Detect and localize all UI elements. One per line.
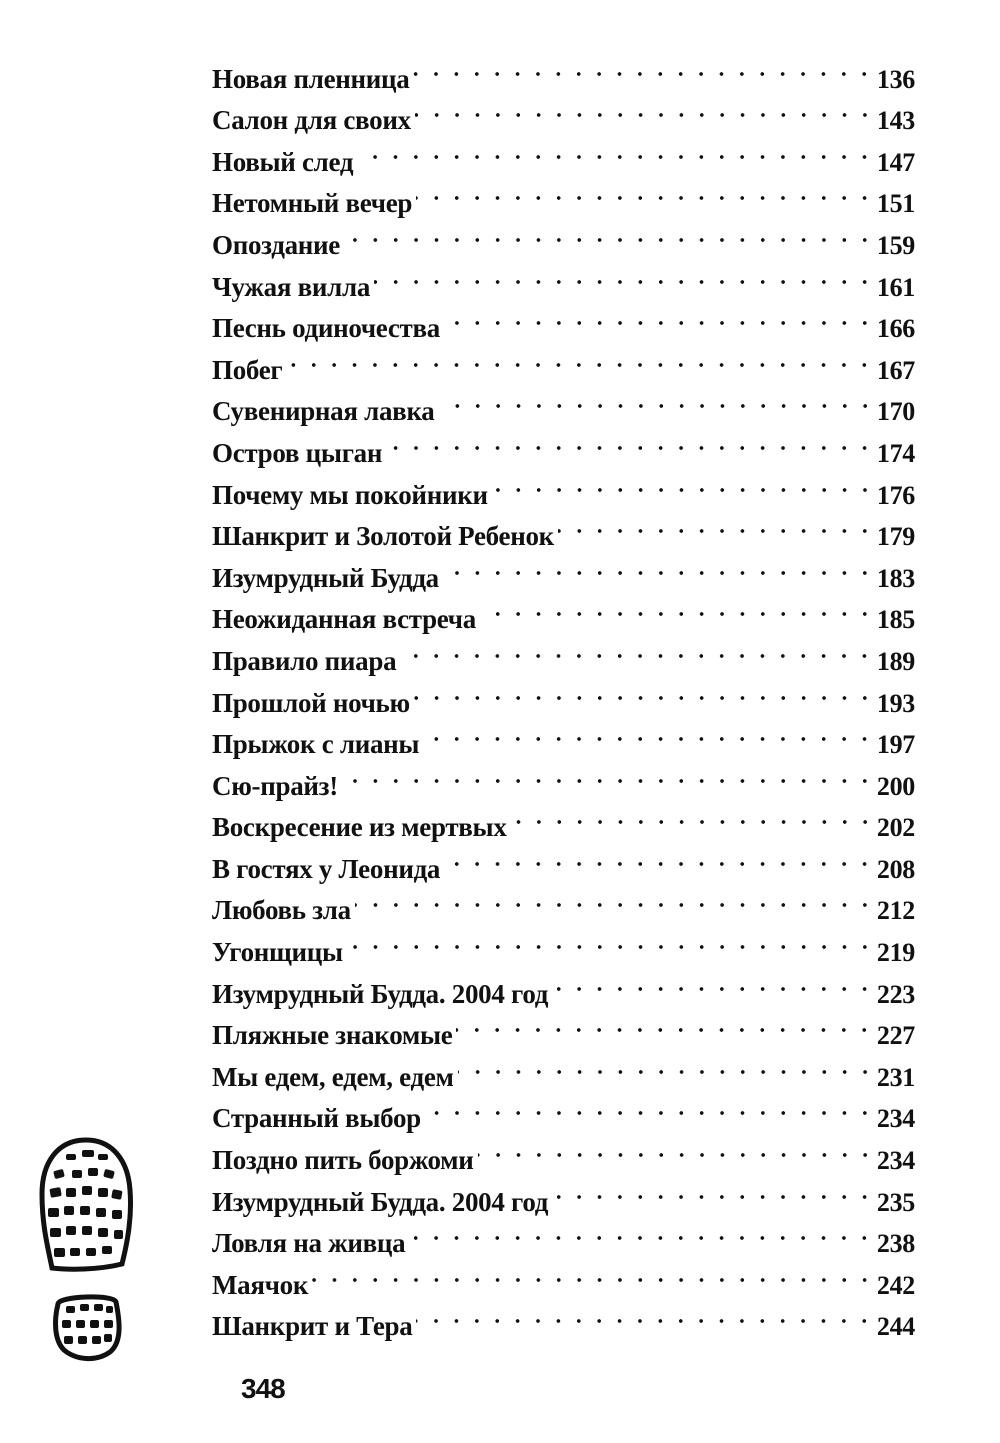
dot-leader: [443, 545, 875, 587]
toc-entry-page: 200: [876, 771, 915, 801]
toc-entry-title: Остров цыган: [212, 437, 383, 468]
dot-leader: [357, 129, 875, 171]
toc-entry-page: 151: [876, 189, 915, 219]
toc-entry-page: 170: [876, 397, 915, 427]
toc-entry-title: Сю-прайз!: [212, 770, 338, 801]
toc-entry[interactable]: [212, 1252, 915, 1300]
toc-entry-page: 136: [876, 64, 915, 94]
toc-entry-title: Новая пленница: [212, 63, 410, 94]
dot-leader: [425, 1086, 875, 1128]
toc-entry-page: 238: [876, 1229, 915, 1259]
toc-entry-page: 143: [876, 106, 915, 136]
toc-entry-page: 208: [876, 854, 915, 884]
toc-entry-page: 166: [876, 314, 915, 344]
toc-entry-page: 235: [876, 1187, 915, 1217]
dot-leader: [558, 504, 875, 546]
footprint-icon: [36, 1136, 136, 1368]
dot-leader: [444, 836, 875, 878]
toc-entry-title: Пляжные знакомые: [212, 1020, 453, 1051]
dot-leader: [423, 712, 875, 754]
dot-leader: [409, 1211, 875, 1253]
toc-entry-page: 159: [876, 230, 915, 260]
toc-entry-page: 197: [876, 730, 915, 760]
toc-entry-page: 176: [876, 480, 915, 510]
dot-leader: [552, 961, 875, 1003]
toc-entry-title: Прошлой ночью: [212, 687, 410, 718]
toc-entry-title: Изумрудный Будда. 2004 год: [212, 978, 549, 1009]
table-of-contents: [212, 46, 915, 1342]
toc-entry-title: Неожиданная встреча: [212, 604, 476, 635]
toc-entry-page: 161: [876, 272, 915, 302]
toc-entry-title: Угонщицы: [212, 937, 343, 968]
dot-leader: [552, 1169, 875, 1211]
toc-entry-page: 174: [876, 438, 915, 468]
toc-entry-page: 183: [876, 563, 915, 593]
dot-leader: [416, 1294, 874, 1336]
toc-entry[interactable]: [212, 1294, 915, 1342]
toc-entry-page: 234: [876, 1104, 915, 1134]
toc-entry-title: Почему мы покойники: [212, 479, 488, 510]
toc-entry-title: Чужая вилла: [212, 271, 371, 302]
toc-entry-title: Воскресение из мертвых: [212, 812, 507, 843]
dot-leader: [312, 1252, 875, 1294]
toc-entry-page: 147: [876, 147, 915, 177]
toc-entry-title: Странный выбор: [212, 1103, 421, 1134]
dot-leader: [416, 171, 875, 213]
page-number: 348: [241, 1373, 285, 1404]
toc-entry[interactable]: [212, 337, 915, 385]
toc-entry-page: 219: [876, 938, 915, 968]
toc-entry-page: 212: [876, 896, 915, 926]
toc-entry-page: 223: [876, 979, 915, 1009]
toc-entry-page: 167: [876, 355, 915, 385]
toc-entry-title: Новый след: [212, 146, 354, 177]
toc-entry-title: Прыжок с лианы: [212, 729, 420, 760]
dot-leader: [480, 587, 875, 629]
toc-entry-title: Изумрудный Будда: [212, 562, 439, 593]
dot-leader: [355, 878, 875, 920]
toc-entry-page: 185: [876, 605, 915, 635]
toc-entry-title: Маячок: [212, 1269, 309, 1300]
dot-leader: [492, 462, 875, 504]
toc-entry-page: 227: [876, 1021, 915, 1051]
toc-entry-page: 244: [876, 1312, 915, 1342]
toc-entry-title: Нетомный вечер: [212, 188, 413, 219]
dot-leader: [458, 1044, 875, 1086]
toc-entry-title: В гостях у Леонида: [212, 853, 441, 884]
dot-leader: [400, 628, 875, 670]
toc-entry-title: Шанкрит и Золотой Ребенок: [212, 521, 554, 552]
dot-leader: [456, 1003, 874, 1045]
dot-leader: [414, 670, 875, 712]
dot-leader: [478, 1127, 875, 1169]
toc-entry-title: Любовь зла: [212, 895, 351, 926]
toc-entry-page: 242: [876, 1270, 915, 1300]
toc-entry-title: Опоздание: [212, 229, 340, 260]
toc-entry-page: 231: [876, 1062, 915, 1092]
toc-entry-title: Сувенирная лавка: [212, 396, 435, 427]
dot-leader: [374, 254, 875, 296]
dot-leader: [439, 379, 875, 421]
toc-entry-title: Песнь одиночества: [212, 313, 440, 344]
toc-entry-title: Побег: [212, 354, 283, 385]
toc-entry-title: Изумрудный Будда. 2004 год: [212, 1186, 549, 1217]
toc-entry-title: Мы едем, едем, едем: [212, 1061, 454, 1092]
dot-leader: [347, 919, 875, 961]
toc-entry[interactable]: [212, 46, 915, 94]
dot-leader: [286, 337, 875, 379]
toc-entry-title: Салон для своих: [212, 105, 411, 136]
dot-leader: [344, 212, 875, 254]
toc-entry[interactable]: [212, 379, 915, 427]
dot-leader: [413, 46, 874, 88]
toc-entry-title: Шанкрит и Тера: [212, 1311, 413, 1342]
toc-entry-title: Ловля на живца: [212, 1228, 406, 1259]
dot-leader: [415, 88, 875, 130]
dot-leader: [444, 296, 875, 338]
toc-entry-title: Поздно пить боржоми: [212, 1145, 474, 1176]
toc-entry-page: 202: [876, 813, 915, 843]
toc-entry-page: 179: [876, 522, 915, 552]
toc-entry-page: 189: [876, 646, 915, 676]
dot-leader: [386, 420, 875, 462]
dot-leader: [342, 753, 875, 795]
toc-entry-title: Правило пиара: [212, 645, 397, 676]
toc-entry-page: 234: [876, 1146, 915, 1176]
toc-entry-page: 193: [876, 688, 915, 718]
dot-leader: [511, 795, 875, 837]
